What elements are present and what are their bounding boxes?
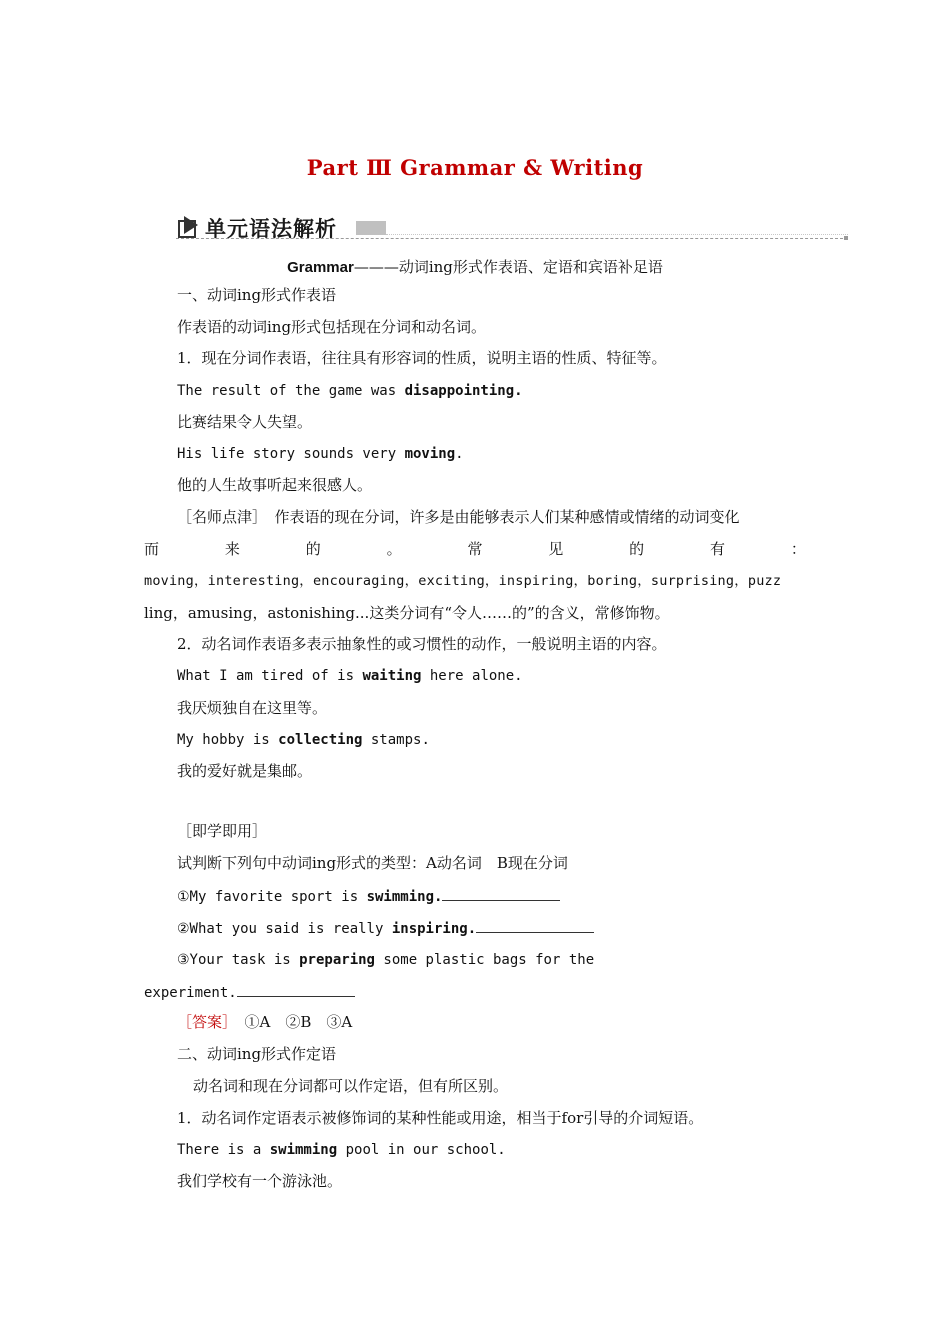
answer-label: ［答案］ [177,1013,230,1031]
question2-text: ②What you said is really [177,921,392,937]
tip-char: 而 [144,540,160,558]
page-title: Part Ⅲ Grammar & Writing [306,155,644,180]
section-banner [176,212,848,242]
answer-line [177,1012,352,1032]
example5-end: pool in our school. [337,1142,506,1158]
section2-intro: 动名词和现在分词都可以作定语，但有所区别。 [193,1077,509,1095]
answer-blank-1[interactable] [442,886,560,901]
heading-dash: ——— [353,258,399,276]
arrow-play-icon [178,215,200,239]
question1-text: ①My favorite sport is [177,889,367,905]
tip-char: 有 [710,540,726,558]
example-sentence-3 [177,666,523,686]
banner-end-dot [844,236,848,240]
section2-point1: 1．动名词作定语表示被修饰词的某种性能或用途，相当于for引导的介词短语。 [177,1109,704,1127]
tip-char: 的 [629,540,645,558]
example2-keyword: moving [404,446,456,462]
answer-blank-2[interactable] [476,918,594,933]
example3-text: What I am tired of is [177,668,363,684]
heading-cn: 动词ing形式作表语、定语和宾语补足语 [398,258,663,276]
tip-line-3: moving，interesting，encouraging，exciting，inspiring，boring，surprising，puzz [144,573,782,589]
example2-text: His life story sounds very [177,446,405,462]
tip-char: 。 [386,540,402,558]
tip-char: 来 [224,540,240,558]
banner-gray-block [356,221,386,235]
example5-text: There is a [177,1142,270,1158]
example-sentence-1 [177,381,523,401]
question3-end: some plastic bags for the [374,952,595,968]
banner-dashed-rule [176,238,848,239]
example1-keyword: disappointing. [404,383,523,399]
section1-intro: 作表语的动词ing形式包括现在分词和动名词。 [177,318,487,336]
example4-text: My hobby is [177,732,279,748]
practice-instruction: 试判断下列句中动词ing形式的类型：A动名词 B现在分词 [177,854,568,872]
tip-line-4: ling，amusing，astonishing...这类分词有“令人……的”的含义，常修饰物。 [144,604,670,622]
example2-translation: 他的人生故事听起来很感人。 [177,476,373,494]
question3-text: ③Your task is [177,952,300,968]
banner-dotted-rule [386,234,848,235]
example1-text: The result of the game was [177,383,405,399]
answer-blank-3[interactable] [237,982,355,997]
tip-char: 见 [548,540,564,558]
practice-label: ［即学即用］ [177,822,268,840]
example3-end: here alone. [421,668,523,684]
example-sentence-5 [177,1140,506,1160]
example4-translation: 我的爱好就是集邮。 [177,762,313,780]
practice-question-3 [177,950,594,970]
question3-line2: experiment. [144,985,237,1001]
section1-point2: 2．动名词作表语多表示抽象性的或习惯性的动作，一般说明主语的内容。 [177,635,667,653]
tip-char: 常 [467,540,483,558]
example4-end: stamps. [362,732,430,748]
example3-translation: 我厌烦独自在这里等。 [177,699,328,717]
practice-question-3-cont [144,982,355,1003]
example5-translation: 我们学校有一个游泳池。 [177,1172,343,1190]
section2-title: 二、动词ing形式作定语 [177,1045,337,1063]
question3-keyword: preparing [299,952,375,968]
example-sentence-2 [177,444,464,464]
tip-line-1: ［名师点津］ 作表语的现在分词，许多是由能够表示人们某种感情或情绪的动词变化 [177,508,740,526]
example3-keyword: waiting [362,668,422,684]
section1-title: 一、动词ing形式作表语 [177,286,337,304]
practice-question-1 [177,886,560,907]
tip-char: ： [790,540,806,558]
example-sentence-4 [177,730,430,750]
question1-keyword: swimming. [366,889,443,905]
example5-keyword: swimming [269,1142,338,1158]
tip-char: 的 [305,540,321,558]
tip-line-2 [144,539,806,559]
question2-keyword: inspiring. [391,921,477,937]
practice-question-2 [177,918,594,939]
banner-label: 单元语法解析 [205,217,337,241]
example4-keyword: collecting [278,732,363,748]
example2-end: . [455,446,464,462]
heading-en: Grammar [287,259,354,276]
grammar-heading [0,257,950,278]
answer-values: ①A ②B ③A [229,1013,353,1031]
example1-translation: 比赛结果令人失望。 [177,413,313,431]
section1-point1: 1．现在分词作表语，往往具有形容词的性质，说明主语的性质、特征等。 [177,349,667,367]
